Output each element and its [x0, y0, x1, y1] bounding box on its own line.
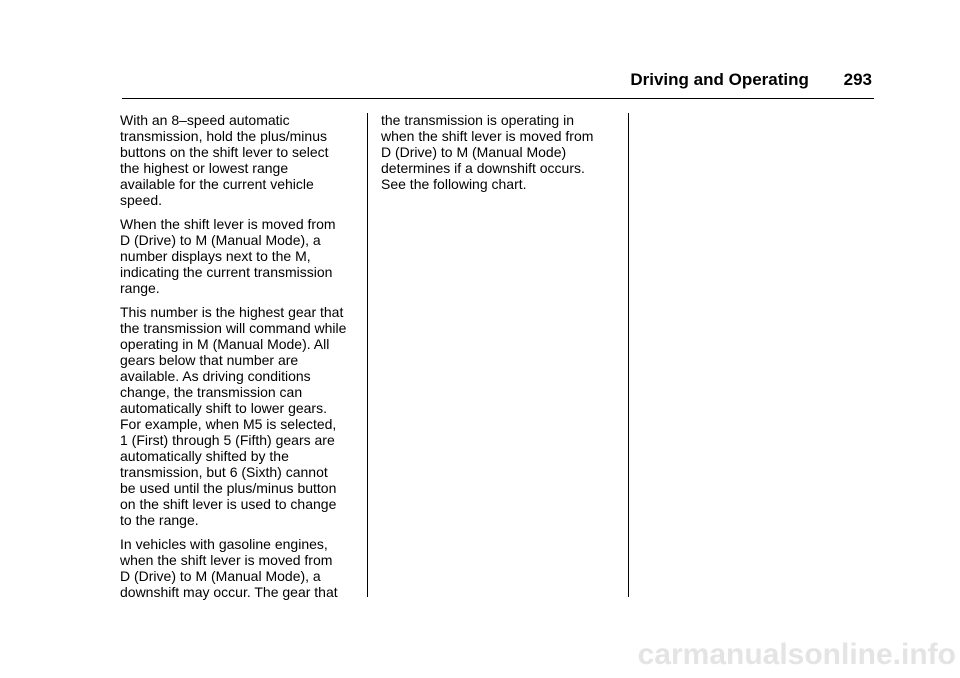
text-line: transmission, but 6 (Sixth) cannot	[120, 464, 328, 480]
text-line: D (Drive) to M (Manual Mode), a	[120, 568, 321, 584]
paragraph	[381, 112, 593, 192]
text-column-2	[381, 112, 593, 200]
text-line: when the shift lever is moved from	[120, 552, 333, 568]
column-divider	[367, 113, 368, 597]
header-rule	[122, 98, 874, 99]
text-line: buttons on the shift lever to select	[120, 144, 329, 160]
text-line: speed.	[120, 192, 163, 208]
watermark: carmanualsonline.info	[637, 638, 956, 671]
text-line: change, the transmission can	[120, 384, 303, 400]
text-line: transmission, hold the plus/minus	[120, 128, 327, 144]
text-line: gears below that number are	[120, 352, 299, 368]
paragraph	[120, 536, 346, 600]
text-line: See the following chart.	[381, 176, 527, 192]
text-column-1	[120, 112, 346, 608]
text-line: available for the current vehicle	[120, 176, 314, 192]
text-line: the transmission will command while	[120, 320, 347, 336]
text-line: For example, when M5 is selected,	[120, 416, 337, 432]
text-line: downshift may occur. The gear that	[120, 584, 338, 600]
text-line: This number is the highest gear that	[120, 304, 344, 320]
text-line: operating in M (Manual Mode). All	[120, 336, 330, 352]
text-line: the transmission is operating in	[381, 112, 574, 128]
text-line: D (Drive) to M (Manual Mode)	[381, 144, 567, 160]
page-number: 293	[843, 70, 872, 89]
section-title: Driving and Operating	[630, 70, 809, 89]
paragraph	[120, 112, 346, 208]
text-line: 1 (First) through 5 (Fifth) gears are	[120, 432, 335, 448]
text-line: range.	[120, 280, 160, 296]
text-line: on the shift lever is used to change	[120, 496, 337, 512]
paragraph	[120, 216, 346, 296]
paragraph	[120, 304, 346, 528]
column-divider	[628, 113, 629, 597]
text-line: D (Drive) to M (Manual Mode), a	[120, 232, 321, 248]
text-line: indicating the current transmission	[120, 264, 333, 280]
page-header	[630, 70, 872, 90]
text-line: to the range.	[120, 512, 199, 528]
text-line: when the shift lever is moved from	[381, 128, 594, 144]
text-line: determines if a downshift occurs.	[381, 160, 585, 176]
text-line: be used until the plus/minus button	[120, 480, 337, 496]
text-line: number displays next to the M,	[120, 248, 311, 264]
text-line: In vehicles with gasoline engines,	[120, 536, 328, 552]
text-line: With an 8–speed automatic	[120, 112, 290, 128]
text-line: the highest or lowest range	[120, 160, 289, 176]
text-line: automatically shifted by the	[120, 448, 289, 464]
text-line: available. As driving conditions	[120, 368, 311, 384]
text-line: automatically shift to lower gears.	[120, 400, 327, 416]
text-line: When the shift lever is moved from	[120, 216, 336, 232]
